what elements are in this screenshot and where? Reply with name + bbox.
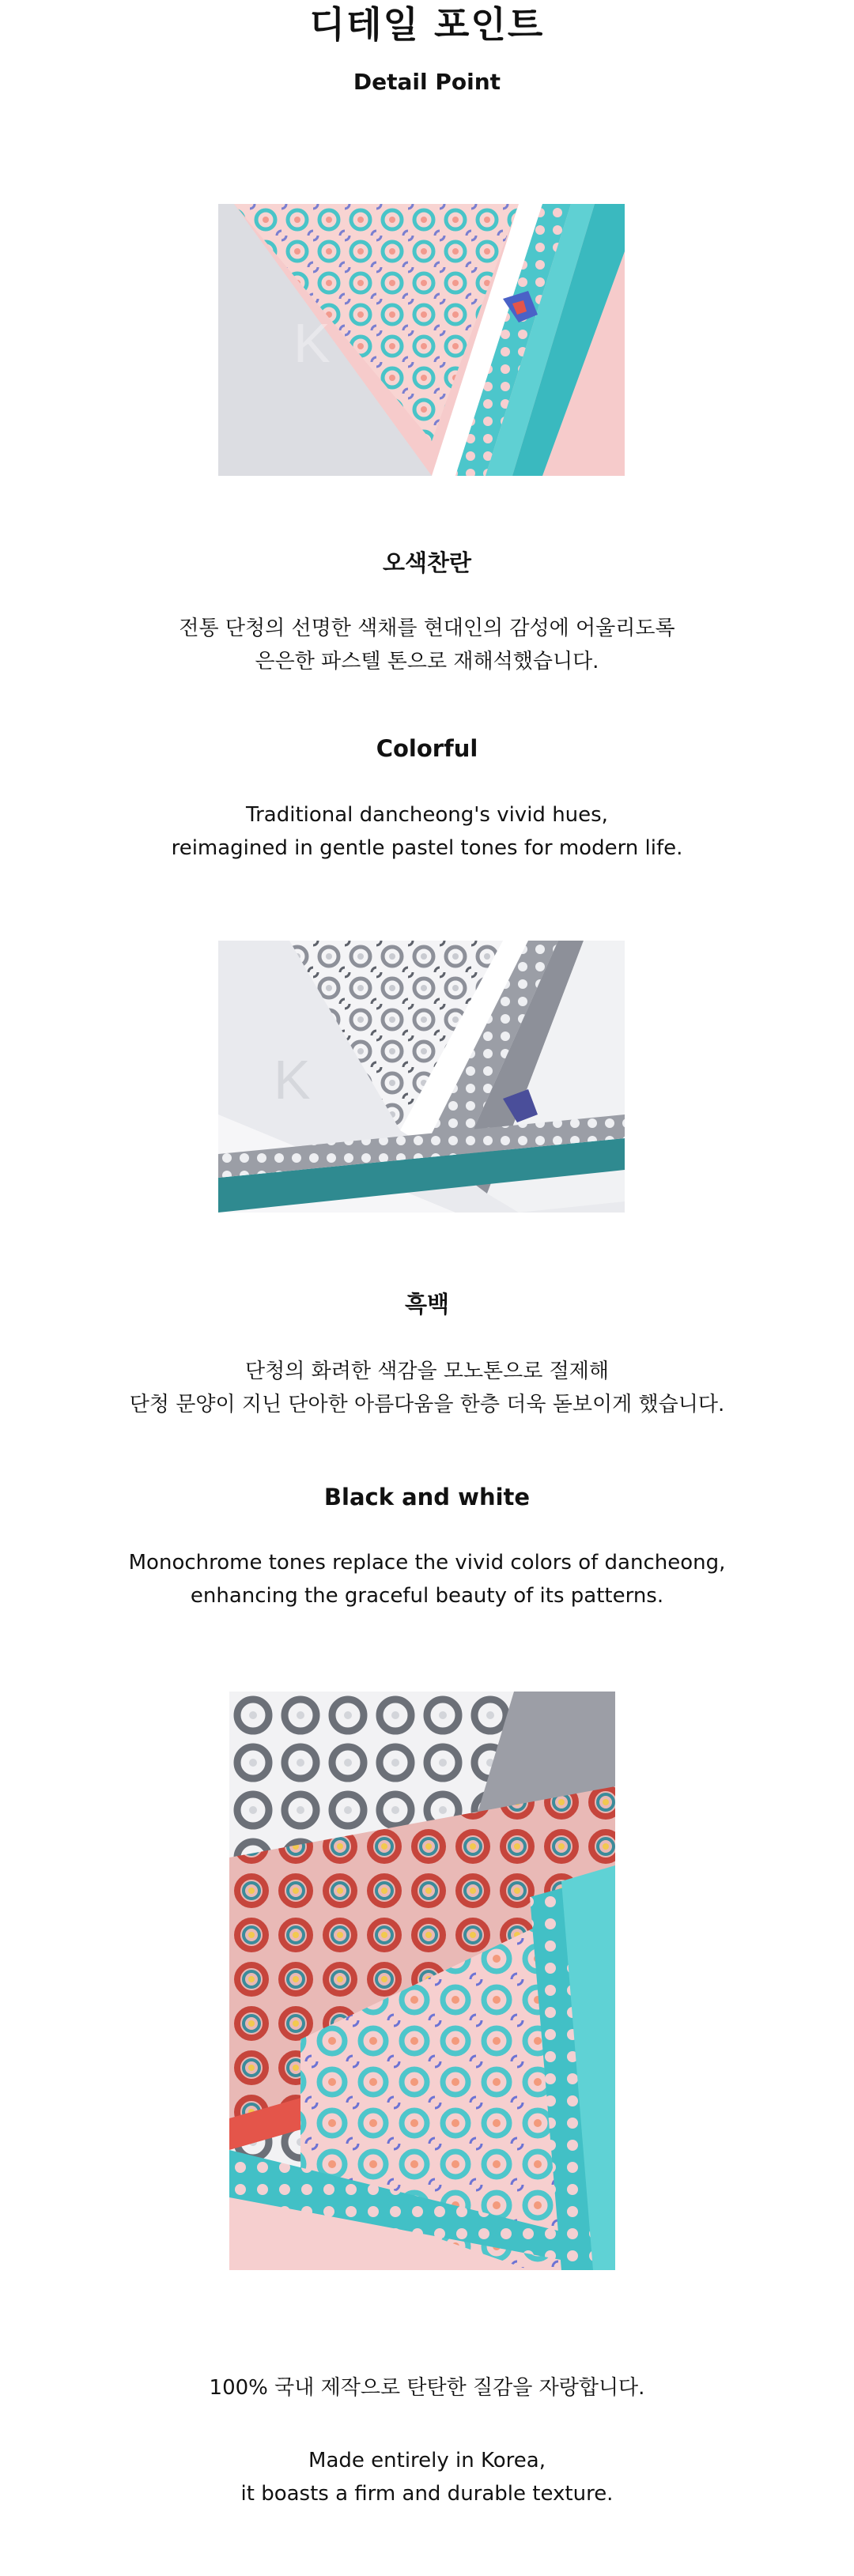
monochrome-scarf-image bbox=[218, 941, 625, 1213]
section-heading-en-colorful: Colorful bbox=[376, 735, 478, 762]
section-body-en-line: Traditional dancheong's vivid hues, bbox=[246, 803, 608, 827]
section-heading-ko-monochrome: 흑백 bbox=[404, 1291, 450, 1318]
section-body-en-line: Monochrome tones replace the vivid colors of dancheong, bbox=[128, 1551, 726, 1575]
closing-body-en-line: Made entirely in Korea, bbox=[308, 2449, 546, 2472]
section-body-ko-line: 단청의 화려한 색감을 모노톤으로 절제해 bbox=[244, 1360, 610, 1383]
section-body-ko-line: 단청 문양이 지닌 단아한 아름다움을 한층 더욱 돋보이게 했습니다. bbox=[129, 1393, 725, 1416]
pastel-scarf-image bbox=[218, 204, 625, 476]
layered-scarves-image bbox=[229, 1692, 615, 2270]
page-subtitle: Detail Point bbox=[353, 69, 501, 95]
section-heading-ko-colorful: 오색찬란 bbox=[382, 549, 472, 576]
closing-body-ko: 100% 국내 제작으로 탄탄한 질감을 자랑합니다. bbox=[209, 2376, 645, 2400]
section-body-en-line: enhancing the graceful beauty of its patterns. bbox=[190, 1584, 664, 1608]
section-body-en-line: reimagined in gentle pastel tones for modern life. bbox=[171, 836, 683, 860]
section-body-ko-line: 은은한 파스텔 톤으로 재해석했습니다. bbox=[255, 650, 599, 673]
closing-body-en-line: it boasts a firm and durable texture. bbox=[240, 2482, 614, 2506]
section-heading-en-monochrome: Black and white bbox=[323, 1484, 531, 1511]
page-title: 디테일 포인트 bbox=[309, 3, 545, 46]
svg-text:K: K bbox=[274, 1049, 311, 1111]
svg-text:K: K bbox=[293, 312, 331, 374]
section-body-ko-line: 전통 단청의 선명한 색채를 현대인의 감성에 어울리도록 bbox=[179, 617, 675, 640]
